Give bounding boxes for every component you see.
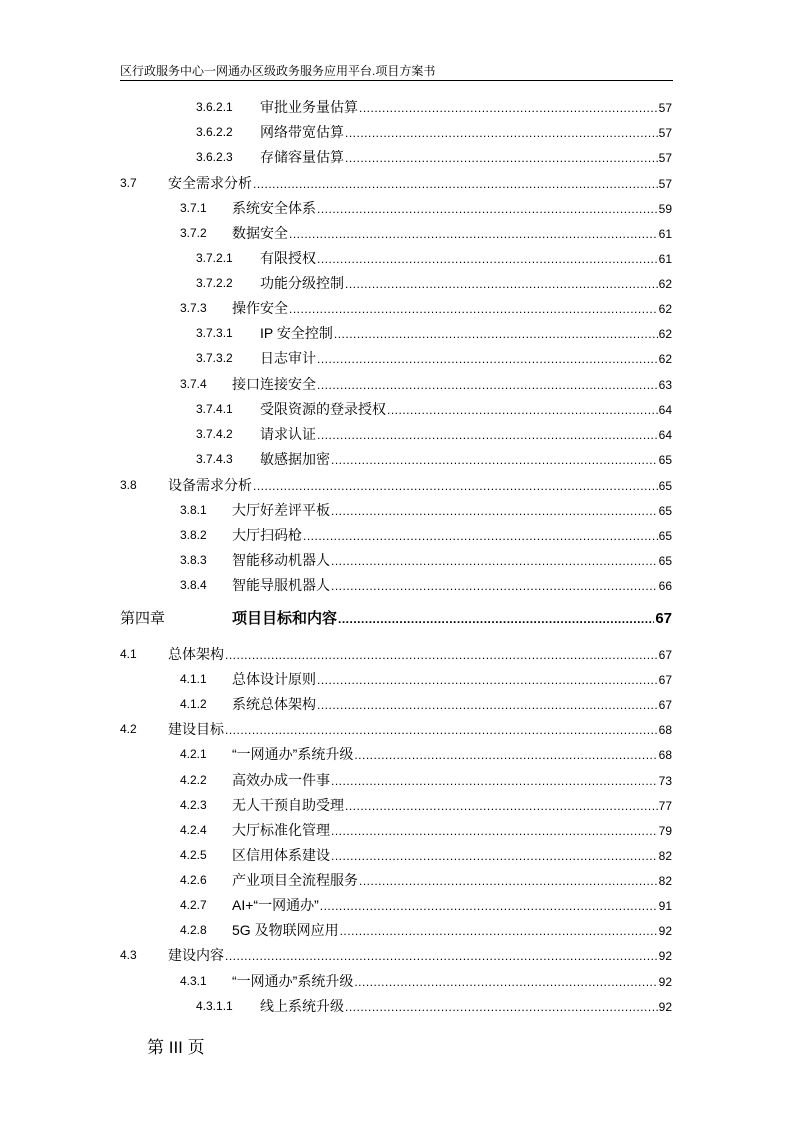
toc-entry-title: 系统总体架构	[232, 696, 316, 712]
toc-entry[interactable]	[0, 894, 793, 916]
toc-entry-number: 4.2.4	[180, 823, 207, 837]
toc-entry-page: 65	[658, 529, 672, 543]
toc-entry-title: IP 安全控制	[260, 325, 333, 341]
toc-entry-title: 安全需求分析	[168, 175, 252, 191]
toc-entry[interactable]	[0, 197, 793, 219]
toc-leader-dots	[289, 298, 658, 320]
toc-entry-number: 4.2.7	[180, 898, 207, 912]
page-header	[120, 60, 673, 81]
toc-entry-number: 3.7.3.1	[196, 326, 233, 340]
toc-entry-number: 4.2.3	[180, 798, 207, 812]
toc-entry-number: 4.3.1	[180, 974, 207, 988]
toc-entry-title: 大厅扫码枪	[232, 527, 302, 543]
toc-entry-number: 3.8.2	[180, 528, 207, 542]
toc-entry-title: 网络带宽估算	[260, 124, 344, 140]
toc-entry-page: 62	[658, 302, 672, 316]
toc-entry-title: 大厅标准化管理	[232, 822, 330, 838]
header-title: 区行政服务中心一网通办区级政务服务应用平台.项目方案书	[120, 64, 436, 78]
toc-leader-dots	[331, 820, 658, 842]
toc-entry[interactable]	[0, 172, 793, 194]
toc-entry-title: 接口连接安全	[232, 376, 316, 392]
toc-leader-dots	[331, 845, 658, 867]
toc-entry-number: 4.2	[120, 722, 137, 736]
toc-entry-page: 65	[658, 554, 672, 568]
toc-leader-dots	[317, 669, 658, 691]
toc-entry-title: 设备需求分析	[168, 477, 252, 493]
toc-entry[interactable]	[0, 297, 793, 319]
toc-entry-number: 4.2.2	[180, 773, 207, 787]
toc-entry-title: 受限资源的登录授权	[260, 401, 386, 417]
toc-entry-page: 66	[658, 579, 672, 593]
toc-entry-title: “一网通办”系统升级	[232, 973, 354, 989]
toc-entry[interactable]	[0, 574, 793, 596]
toc-entry-number: 4.1.1	[180, 672, 207, 686]
toc-entry-number: 3.7.4.1	[196, 402, 233, 416]
toc-entry[interactable]	[0, 272, 793, 294]
toc-entry-number: 3.7.3	[180, 301, 207, 315]
toc-leader-dots	[253, 173, 658, 195]
toc-entry-title: 数据安全	[232, 225, 288, 241]
toc-entry[interactable]	[0, 222, 793, 244]
toc-entry-title: 智能移动机器人	[232, 552, 330, 568]
toc-entry[interactable]	[0, 819, 793, 841]
toc-entry-number: 3.7.4.3	[196, 452, 233, 466]
toc-entry[interactable]	[0, 121, 793, 143]
toc-entry[interactable]	[0, 643, 793, 665]
toc-entry-number: 第四章	[120, 610, 166, 627]
toc-leader-dots	[331, 550, 658, 572]
toc-leader-dots	[359, 870, 658, 892]
toc-entry-title: 系统安全体系	[232, 200, 316, 216]
toc-entry[interactable]	[0, 524, 793, 546]
toc-leader-dots	[317, 374, 658, 396]
toc-leader-dots	[331, 770, 658, 792]
toc-leader-dots	[354, 971, 657, 993]
toc-entry-title: 智能导服机器人	[232, 577, 330, 593]
toc-leader-dots	[345, 795, 658, 817]
toc-leader-dots	[225, 945, 658, 967]
toc-entry-page: 73	[658, 774, 672, 788]
toc-entry-number: 4.2.6	[180, 873, 207, 887]
toc-entry-page: 67	[658, 673, 672, 687]
toc-entry-number: 3.7.2.2	[196, 276, 233, 290]
toc-entry-page: 92	[658, 1000, 672, 1014]
toc-entry[interactable]	[0, 718, 793, 740]
toc-entry-page: 79	[658, 824, 672, 838]
toc-entry-title: 有限授权	[260, 250, 316, 266]
toc-entry-title: 操作安全	[232, 300, 288, 316]
toc-leader-dots	[225, 644, 658, 666]
toc-leader-dots	[345, 273, 658, 295]
toc-entry-number: 4.2.5	[180, 848, 207, 862]
toc-entry-number: 3.7.3.2	[196, 351, 233, 365]
toc-entry-number: 3.7.1	[180, 201, 207, 215]
toc-entry-page: 61	[658, 227, 672, 241]
toc-leader-dots	[340, 920, 658, 942]
toc-entry-page: 91	[658, 899, 672, 913]
toc-entry[interactable]	[0, 423, 793, 445]
toc-entry-number: 3.8.4	[180, 578, 207, 592]
toc-entry[interactable]	[0, 794, 793, 816]
toc-entry-page: 65	[658, 504, 672, 518]
toc-entry-title: 项目目标和内容	[232, 610, 338, 627]
toc-entry-page: 82	[658, 849, 672, 863]
toc-entry-title: “一网通办”系统升级	[232, 746, 354, 762]
toc-entry-page: 92	[658, 949, 672, 963]
toc-entry[interactable]	[0, 844, 793, 866]
toc-entry-number: 4.1	[120, 647, 137, 661]
toc-leader-dots	[354, 744, 657, 766]
toc-leader-dots	[338, 608, 654, 630]
toc-entry[interactable]	[0, 693, 793, 715]
toc-leader-dots	[334, 323, 658, 345]
toc-entry[interactable]	[0, 499, 793, 521]
toc-leader-dots	[253, 475, 658, 497]
toc-entry-number: 4.2.1	[180, 747, 207, 761]
toc-entry-page: 57	[658, 151, 672, 165]
toc-entry-number: 4.3	[120, 948, 137, 962]
toc-entry-title: 总体架构	[168, 646, 224, 662]
toc-leader-dots	[320, 895, 658, 917]
toc-entry-title: 存储容量估算	[260, 149, 344, 165]
toc-entry-page: 64	[658, 403, 672, 417]
toc-entry-title: 审批业务量估算	[260, 99, 358, 115]
toc-entry-title: 高效办成一件事	[232, 772, 330, 788]
toc-entry-title: 建设目标	[168, 721, 224, 737]
toc-entry-page: 62	[658, 327, 672, 341]
toc-entry-title: 请求认证	[260, 426, 316, 442]
toc-entry-title: 无人干预自助受理	[232, 797, 344, 813]
toc-entry-number: 3.7.4.2	[196, 427, 233, 441]
toc-entry-page: 63	[658, 378, 672, 392]
toc-entry-title: 功能分级控制	[260, 275, 344, 291]
toc-leader-dots	[387, 399, 658, 421]
toc-entry-number: 3.7.2	[180, 226, 207, 240]
toc-entry-title: 5G 及物联网应用	[232, 922, 339, 938]
toc-entry[interactable]	[0, 995, 793, 1017]
toc-leader-dots	[317, 348, 658, 370]
toc-entry-page: 68	[658, 723, 672, 737]
toc-entry-title: AI+“一网通办”	[232, 897, 319, 913]
toc-entry-page: 68	[658, 748, 672, 762]
toc-leader-dots	[331, 575, 658, 597]
toc-leader-dots	[289, 223, 658, 245]
toc-leader-dots	[345, 996, 658, 1018]
toc-entry-number: 3.6.2.3	[196, 150, 233, 164]
toc-leader-dots	[345, 147, 658, 169]
toc-entry-title: 大厅好差评平板	[232, 502, 330, 518]
toc-entry-page: 67	[658, 698, 672, 712]
toc-entry[interactable]	[0, 373, 793, 395]
toc-leader-dots	[331, 500, 658, 522]
toc-entry[interactable]	[0, 398, 793, 420]
toc-entry[interactable]	[0, 944, 793, 966]
toc-entry-number: 3.7	[120, 176, 137, 190]
toc-leader-dots	[317, 694, 658, 716]
toc-entry[interactable]	[0, 322, 793, 344]
toc-entry-page: 77	[658, 799, 672, 813]
toc-entry-page: 57	[658, 101, 672, 115]
toc-leader-dots	[359, 97, 658, 119]
toc-entry-number: 3.6.2.1	[196, 100, 233, 114]
toc-entry-title: 区信用体系建设	[232, 847, 330, 863]
toc-leader-dots	[317, 248, 658, 270]
toc-entry-number: 3.8.1	[180, 503, 207, 517]
toc-leader-dots	[317, 198, 658, 220]
toc-entry[interactable]	[0, 608, 793, 630]
toc-entry[interactable]	[0, 869, 793, 891]
toc-entry-title: 建设内容	[168, 947, 224, 963]
toc-entry-page: 61	[658, 252, 672, 266]
toc-entry-page: 67	[658, 648, 672, 662]
toc-entry[interactable]	[0, 146, 793, 168]
toc-entry-number: 3.8	[120, 478, 137, 492]
toc-entry-title: 敏感据加密	[260, 451, 330, 467]
toc-entry-page: 64	[658, 428, 672, 442]
toc-entry-page: 92	[658, 975, 672, 989]
toc-leader-dots	[317, 424, 658, 446]
toc-entry-number: 3.7.4	[180, 377, 207, 391]
toc-entry-title: 产业项目全流程服务	[232, 872, 358, 888]
toc-entry[interactable]	[0, 247, 793, 269]
toc-entry[interactable]	[0, 769, 793, 791]
toc-entry-title: 线上系统升级	[260, 998, 344, 1014]
toc-entry-page: 82	[658, 874, 672, 888]
toc-entry-title: 总体设计原则	[232, 671, 316, 687]
toc-entry[interactable]	[0, 970, 793, 992]
toc-entry-number: 3.6.2.2	[196, 125, 233, 139]
toc-entry-number: 3.8.3	[180, 553, 207, 567]
toc-entry-page: 59	[658, 202, 672, 216]
page-number: 第 III 页	[147, 1038, 205, 1057]
toc-entry-page: 62	[658, 277, 672, 291]
toc-entry-number: 4.3.1.1	[196, 999, 233, 1013]
toc-entry[interactable]	[0, 448, 793, 470]
toc-entry-number: 4.1.2	[180, 697, 207, 711]
toc-entry-page: 65	[658, 479, 672, 493]
toc-entry-page: 62	[658, 352, 672, 366]
toc-entry-page: 57	[658, 126, 672, 140]
toc-entry-title: 日志审计	[260, 350, 316, 366]
toc-entry[interactable]	[0, 96, 793, 118]
toc-entry-page: 92	[658, 924, 672, 938]
toc-entry[interactable]	[0, 549, 793, 571]
toc-entry[interactable]	[0, 474, 793, 496]
toc-entry[interactable]	[0, 668, 793, 690]
toc-entry-page: 57	[658, 177, 672, 191]
toc-entry-page: 67	[655, 610, 672, 627]
toc-entry-page: 65	[658, 453, 672, 467]
toc-leader-dots	[303, 525, 658, 547]
toc-leader-dots	[345, 122, 658, 144]
toc-entry[interactable]	[0, 919, 793, 941]
toc-entry-number: 3.7.2.1	[196, 251, 233, 265]
toc-entry-number: 4.2.8	[180, 923, 207, 937]
toc-leader-dots	[331, 449, 658, 471]
toc-entry[interactable]	[0, 743, 793, 765]
toc-leader-dots	[225, 719, 658, 741]
toc-entry[interactable]	[0, 347, 793, 369]
